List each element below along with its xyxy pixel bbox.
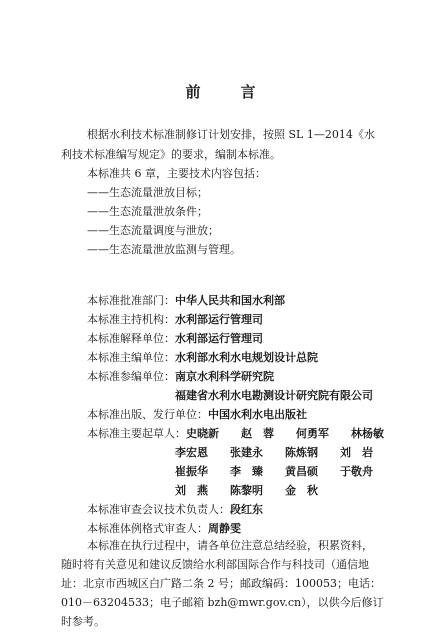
closing-line-2: 随时将有关意见和建议反馈给水利部国际合作与科技司（通信地 [61, 558, 369, 571]
drafters-label: 本标准主要起草人： [87, 427, 186, 440]
drafter-name: 于敬舟 [340, 465, 373, 478]
closing-line-4: 010－63204533；电子邮箱 bzh@mwr.gov.cn），以供今后修订 [61, 596, 384, 609]
drafter-name: 李宏恩 [175, 446, 208, 459]
host-row [87, 311, 263, 327]
drafters-names-row-4 [175, 482, 318, 498]
host-label: 本标准主持机构： [87, 313, 175, 326]
drafter-name: 李 臻 [230, 465, 263, 478]
reviewer-value: 段红东 [230, 503, 263, 516]
drafters-names-row-3 [175, 463, 373, 479]
content-item-3: ——生态流量调度与泄放； [87, 224, 219, 237]
reviewer-label: 本标准审查会议技术负责人： [87, 503, 230, 516]
format-reviewer-value: 周静雯 [208, 522, 241, 535]
preface-title [0, 81, 441, 102]
content-item-4: ——生态流量泄放监测与管理。 [87, 243, 241, 256]
chief-editor-row [87, 349, 318, 365]
drafter-name: 刘 燕 [175, 484, 208, 497]
drafter-name: 崔振华 [175, 465, 208, 478]
format-reviewer-label: 本标准体例格式审查人： [87, 522, 208, 535]
drafter-name: 林杨敏 [351, 427, 384, 440]
chief-editor-label: 本标准主编单位： [87, 351, 175, 364]
drafter-name: 张建永 [230, 446, 263, 459]
content-item-2: ——生态流量泄放条件； [87, 205, 208, 218]
closing-line-1: 本标准在执行过程中，请各单位注意总结经验，积累资料， [87, 539, 373, 552]
participants-value-2: 福建省水利水电勘测设计研究院有限公司 [175, 389, 373, 402]
drafter-name: 金 秋 [285, 484, 318, 497]
intro-line-3: 本标准共 6 章，主要技术内容包括： [87, 167, 266, 180]
publisher-value: 中国水利水电出版社 [208, 408, 307, 421]
drafter-name: 史晓新 [186, 427, 219, 440]
drafters-names-row-2 [175, 444, 373, 460]
drafters-row [87, 425, 186, 441]
drafter-name: 陈炼钢 [285, 446, 318, 459]
title-char-2: 言 [240, 83, 256, 101]
chief-editor-value: 水利部水利水电规划设计总院 [175, 351, 318, 364]
publisher-label: 本标准出版、发行单位： [87, 408, 208, 421]
closing-line-5: 时参考。 [61, 615, 105, 628]
approval-value: 中华人民共和国水利部 [175, 294, 285, 307]
drafter-name: 何勇军 [296, 427, 329, 440]
participants-label: 本标准参编单位： [87, 370, 175, 383]
approval-label: 本标准批准部门： [87, 294, 175, 307]
drafter-name: 赵 蓉 [241, 427, 274, 440]
interpret-row [87, 330, 263, 346]
interpret-value: 水利部运行管理司 [175, 332, 263, 345]
host-value: 水利部运行管理司 [175, 313, 263, 326]
approval-row [87, 292, 285, 308]
drafter-name: 陈黎明 [230, 484, 263, 497]
closing-line-3: 址：北京市西城区白广路二条 2 号；邮政编码：100053；电话： [61, 577, 381, 590]
title-char-1: 前 [185, 83, 201, 101]
interpret-label: 本标准解释单位： [87, 332, 175, 345]
drafter-name: 刘 岩 [340, 446, 373, 459]
publisher-row [87, 406, 307, 422]
content-item-1: ——生态流量泄放目标； [87, 186, 208, 199]
drafters-names-row-1 [186, 425, 384, 441]
drafter-name: 黄昌硕 [285, 465, 318, 478]
participants-row [87, 368, 274, 384]
format-reviewer-row [87, 520, 241, 536]
intro-line-2: 利技术标准编写规定》的要求，编制本标准。 [61, 148, 281, 161]
reviewer-row [87, 501, 263, 517]
participants-value-1: 南京水利科学研究院 [175, 370, 274, 383]
intro-line-1: 根据水利技术标准制修订计划安排，按照 SL 1—2014《水 [87, 128, 375, 141]
